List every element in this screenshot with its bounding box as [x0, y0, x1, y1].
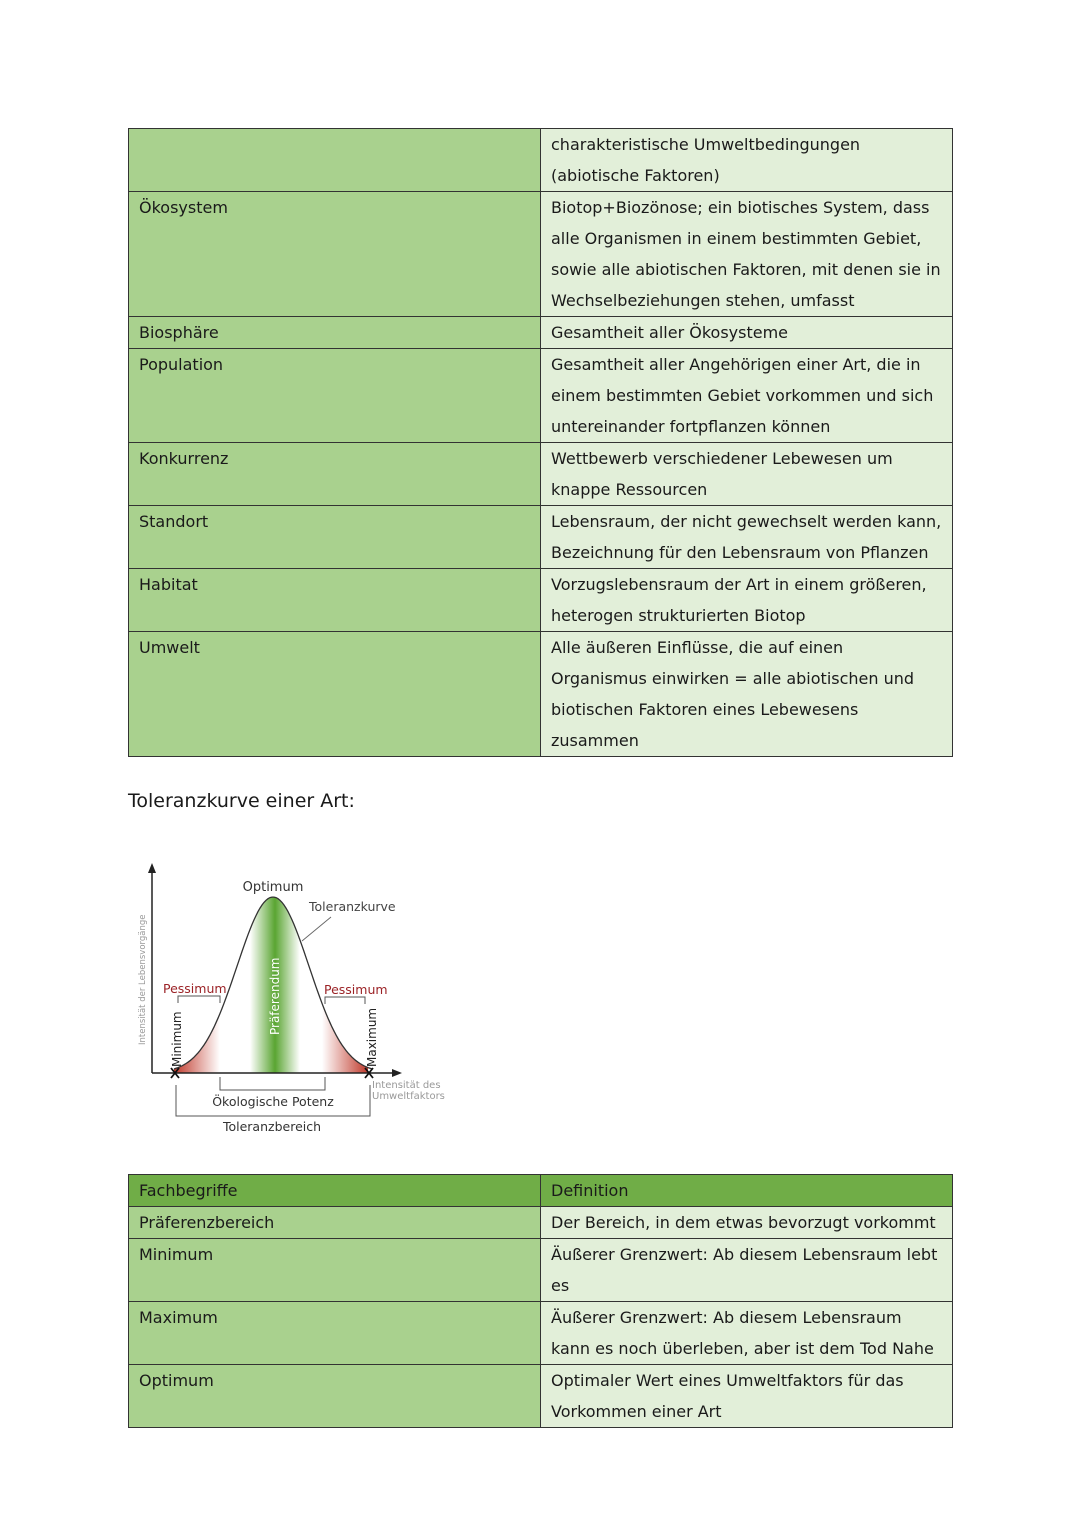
header-term-cell: Fachbegriffe — [129, 1175, 541, 1207]
preference-label: Präferendum — [268, 957, 282, 1035]
pessimum-label-left: Pessimum — [163, 981, 227, 996]
definition-cell: Der Bereich, in dem etwas bevorzugt vorkommt — [541, 1207, 953, 1239]
table-row — [129, 569, 953, 632]
glossary-table-2 — [128, 1174, 953, 1428]
table-row — [129, 443, 953, 506]
table-row — [129, 1239, 953, 1302]
term-cell: Population — [129, 349, 541, 443]
maximum-label: Maximum — [365, 1007, 379, 1067]
table-row — [129, 192, 953, 317]
definition-cell: Wettbewerb verschiedener Lebewesen um knappe Ressourcen — [541, 443, 953, 506]
term-cell: Optimum — [129, 1365, 541, 1428]
term-cell: Ökosystem — [129, 192, 541, 317]
table-row — [129, 129, 953, 192]
term-cell: Maximum — [129, 1302, 541, 1365]
definition-cell: Vorzugslebensraum der Art in einem größeren, heterogen strukturierten Biotop — [541, 569, 953, 632]
pessimum-bracket-right — [325, 997, 365, 1004]
definition-cell: Alle äußeren Einflüsse, die auf einen Organismus einwirken = alle abiotischen und biotischen Faktoren eines Lebewesens zusammen — [541, 632, 953, 757]
definition-cell: Gesamtheit aller Angehörigen einer Art, die in einem bestimmten Gebiet vorkommen und sich untereinander fortpflanzen können — [541, 349, 953, 443]
optimum-label: Optimum — [242, 880, 304, 895]
term-cell — [129, 129, 541, 192]
y-axis-arrow-icon — [148, 863, 156, 873]
definition-cell: Biotop+Biozönose; ein biotisches System, dass alle Organismen in einem bestimmten Gebiet, sowie alle abiotischen Faktoren, mit denen sie in Wechselbeziehungen stehen, umfasst — [541, 192, 953, 317]
term-cell: Umwelt — [129, 632, 541, 757]
ecological-potency-label: Ökologische Potenz — [212, 1094, 334, 1109]
header-definition-cell: Definition — [541, 1175, 953, 1207]
term-cell: Biosphäre — [129, 317, 541, 349]
table-row — [129, 1207, 953, 1239]
term-cell: Habitat — [129, 569, 541, 632]
definition-cell: Äußerer Grenzwert: Ab diesem Lebensraum lebt es — [541, 1239, 953, 1302]
term-cell: Konkurrenz — [129, 443, 541, 506]
x-axis-arrow-icon — [392, 1069, 402, 1077]
pessimum-label-right: Pessimum — [324, 982, 388, 997]
y-axis-label: Intensität der Lebensvorgänge — [138, 914, 148, 1045]
term-cell: Standort — [129, 506, 541, 569]
table-header-row — [129, 1175, 953, 1207]
definition-cell: Äußerer Grenzwert: Ab diesem Lebensraum kann es noch überleben, aber ist dem Tod Nahe — [541, 1302, 953, 1365]
curve-label: Toleranzkurve — [309, 899, 396, 914]
tolerance-curve-diagram — [128, 855, 458, 1140]
tolerance-range-label: Toleranzbereich — [222, 1119, 322, 1134]
table-row — [129, 349, 953, 443]
table-row — [129, 506, 953, 569]
term-cell: Präferenzbereich — [129, 1207, 541, 1239]
table-row — [129, 1365, 953, 1428]
definition-cell: Lebensraum, der nicht gewechselt werden kann, Bezeichnung für den Lebensraum von Pflanzen — [541, 506, 953, 569]
minimum-label: Minimum — [170, 1011, 184, 1067]
table-row — [129, 632, 953, 757]
glossary-table-1 — [128, 128, 953, 757]
section-heading: Toleranzkurve einer Art: — [128, 790, 355, 812]
definition-cell: Optimaler Wert eines Umweltfaktors für das Vorkommen einer Art — [541, 1365, 953, 1428]
curve-label-pointer — [302, 917, 331, 941]
x-axis-label-line1: Intensität des — [372, 1080, 441, 1091]
table-row — [129, 1302, 953, 1365]
x-axis-label-line2: Umweltfaktors — [372, 1091, 445, 1102]
term-cell: Minimum — [129, 1239, 541, 1302]
definition-cell: charakteristische Umweltbedingungen (abiotische Faktoren) — [541, 129, 953, 192]
pessimum-bracket-left — [178, 996, 220, 1003]
definition-cell: Gesamtheit aller Ökosysteme — [541, 317, 953, 349]
ecological-potency-bracket — [220, 1077, 325, 1090]
table-row — [129, 317, 953, 349]
